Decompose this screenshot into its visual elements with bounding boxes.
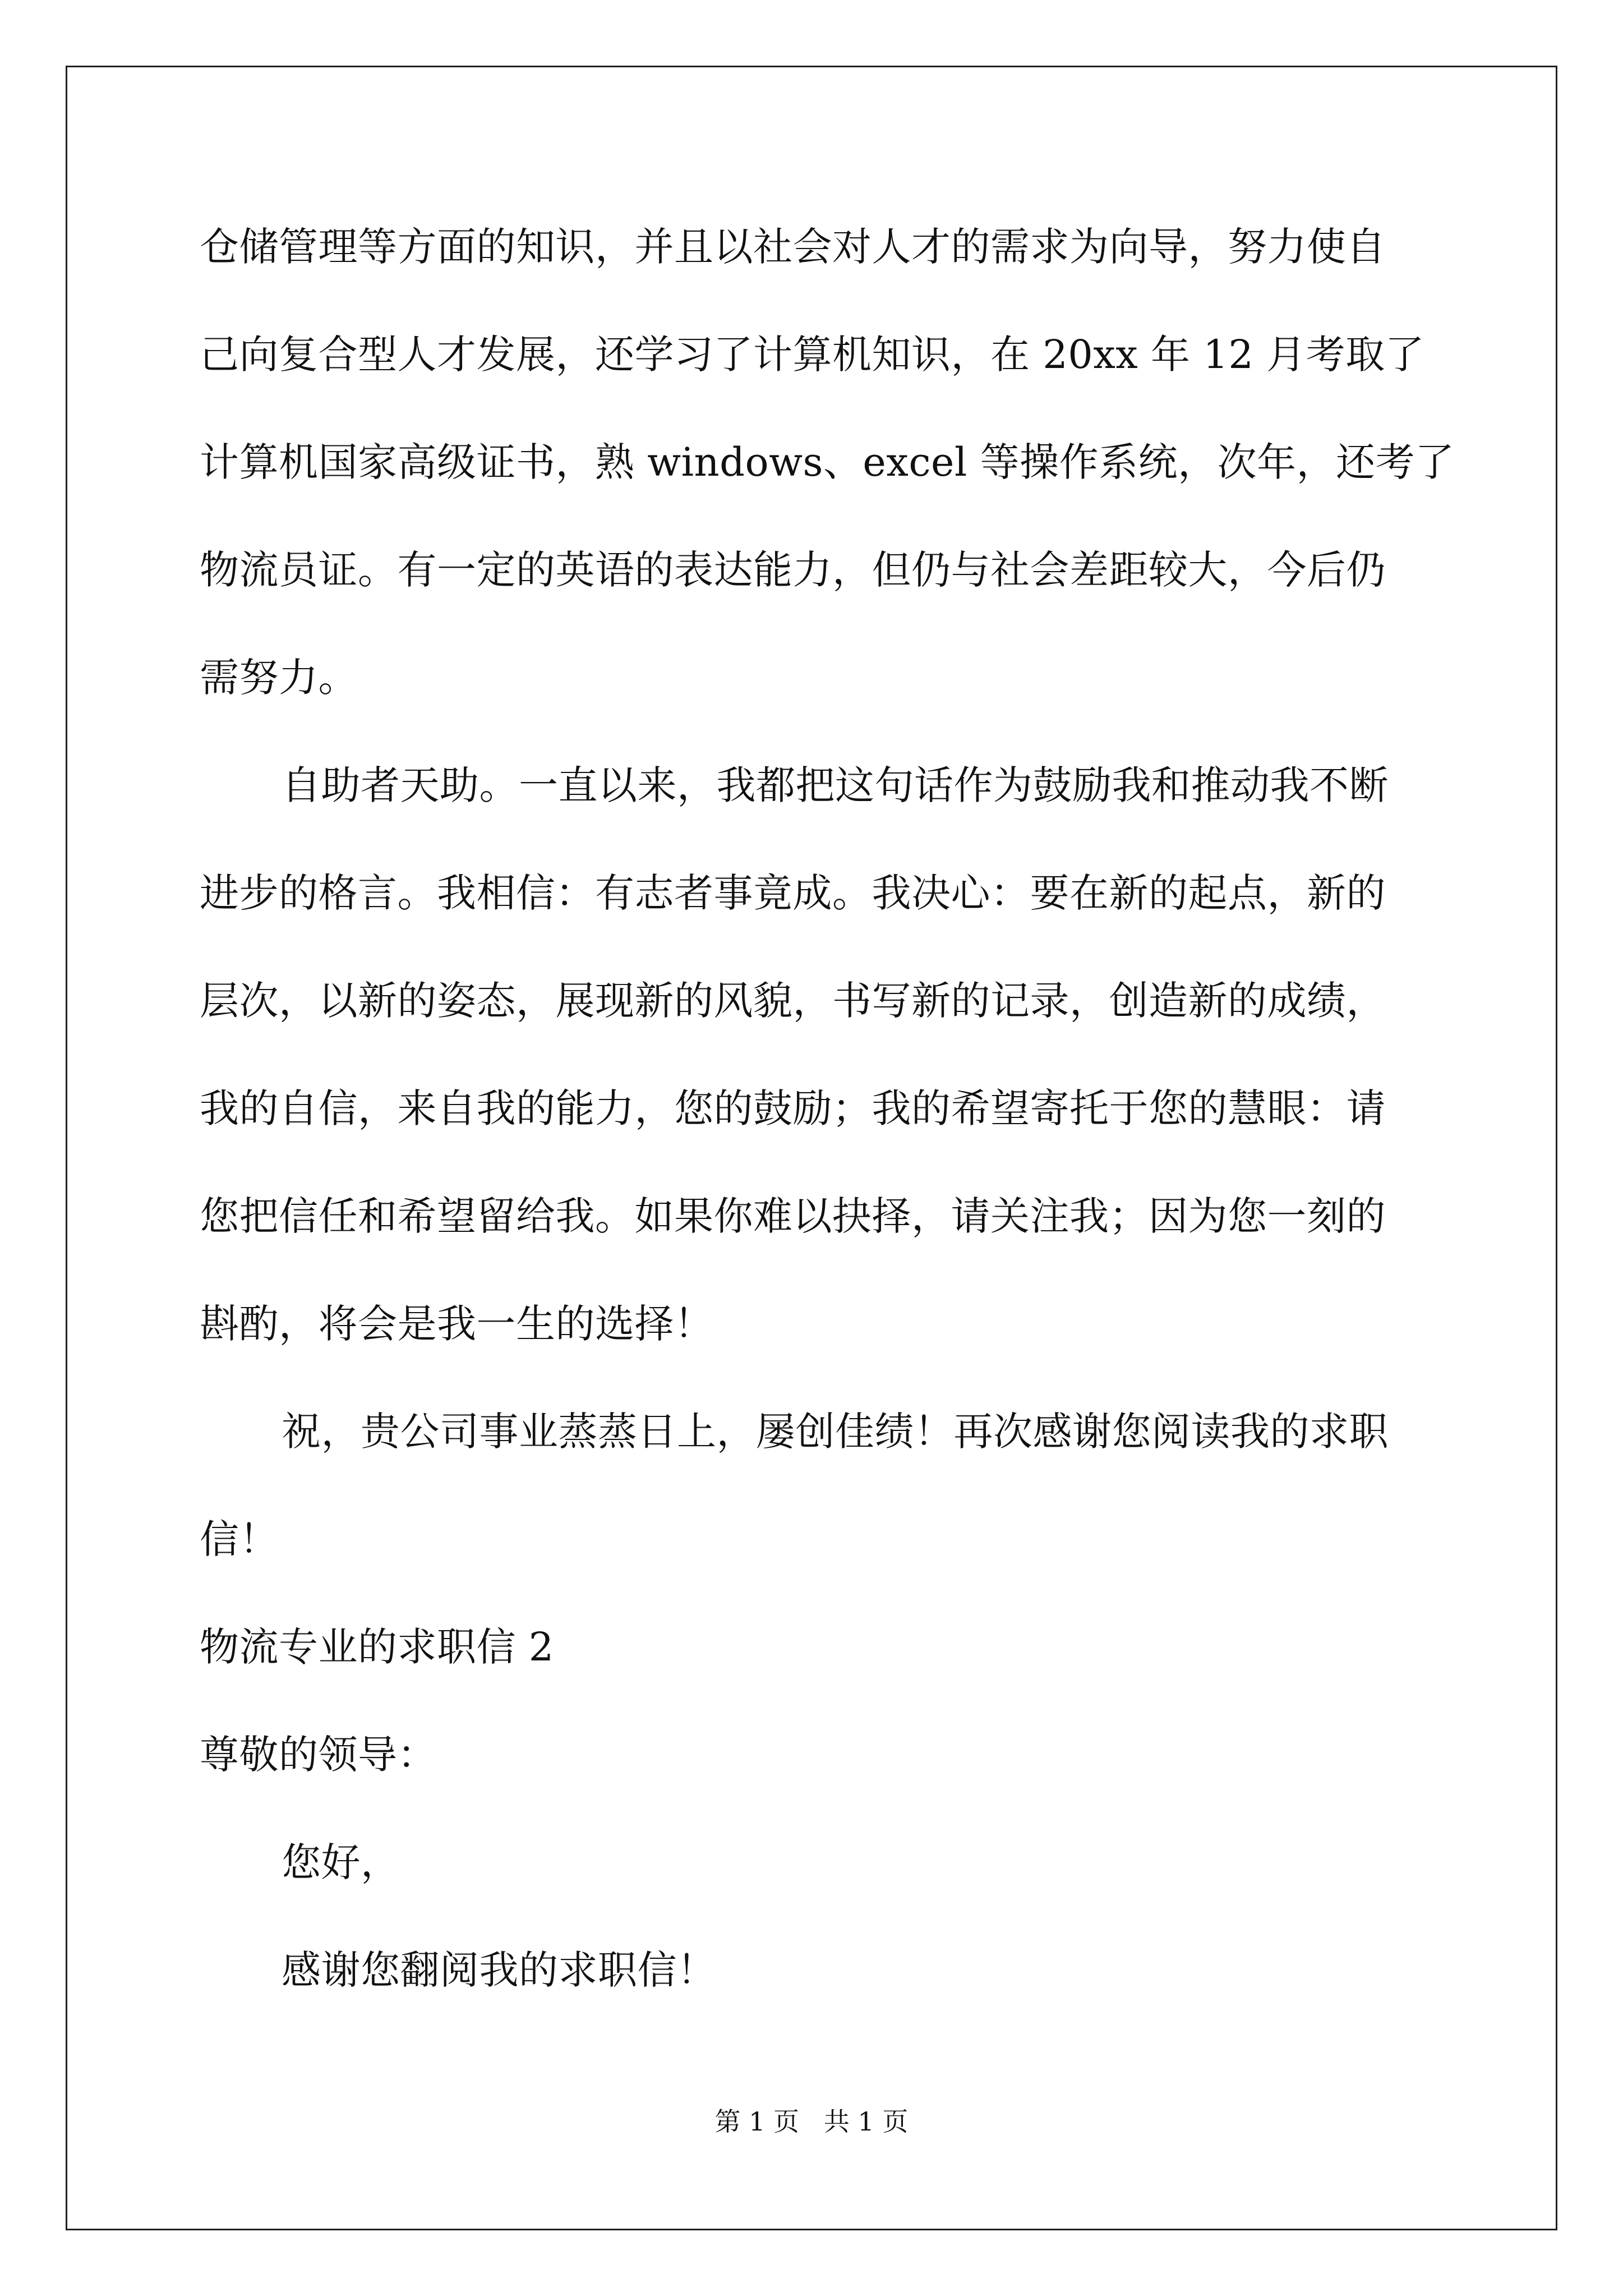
body-line-4: 物流员证。有一定的英语的表达能力，但仍与社会差距较大，今后仍 (200, 547, 1386, 593)
section-heading: 物流专业的求职信 2 (200, 1624, 554, 1670)
salutation: 尊敬的领导： (200, 1732, 437, 1778)
body-line-12: 祝，贵公司事业蒸蒸日上，屡创佳绩！再次感谢您阅读我的求职 (282, 1409, 1389, 1455)
body-line-7: 进步的格言。我相信：有志者事竟成。我决心：要在新的起点，新的 (200, 870, 1386, 916)
body-line-11: 斟酌，将会是我一生的选择！ (200, 1301, 714, 1347)
body-line-10: 您把信任和希望留给我。如果你难以抉择，请关注我；因为您一刻的 (200, 1193, 1386, 1239)
body-line-thanks: 感谢您翻阅我的求职信！ (282, 1947, 717, 1993)
page-footer: 第 1 页 共 1 页 (714, 2106, 909, 2137)
body-line-3: 计算机国家高级证书，熟 windows、excel 等操作系统，次年，还考了 (200, 439, 1455, 485)
body-line-2: 己向复合型人才发展，还学习了计算机知识，在 20xx 年 12 月考取了 (200, 332, 1425, 378)
body-line-5: 需努力。 (200, 655, 358, 701)
body-line-1: 仓储管理等方面的知识，并且以社会对人才的需求为向导，努力使自 (200, 224, 1386, 270)
greeting: 您好， (282, 1839, 400, 1885)
body-line-6: 自助者天助。一直以来，我都把这句话作为鼓励我和推动我不断 (282, 762, 1389, 808)
body-line-9: 我的自信，来自我的能力，您的鼓励；我的希望寄托于您的慧眼：请 (200, 1085, 1386, 1131)
body-line-13: 信！ (200, 1516, 279, 1562)
body-line-8: 层次，以新的姿态，展现新的风貌，书写新的记录，创造新的成绩， (200, 978, 1386, 1024)
page-border (66, 66, 1557, 2230)
